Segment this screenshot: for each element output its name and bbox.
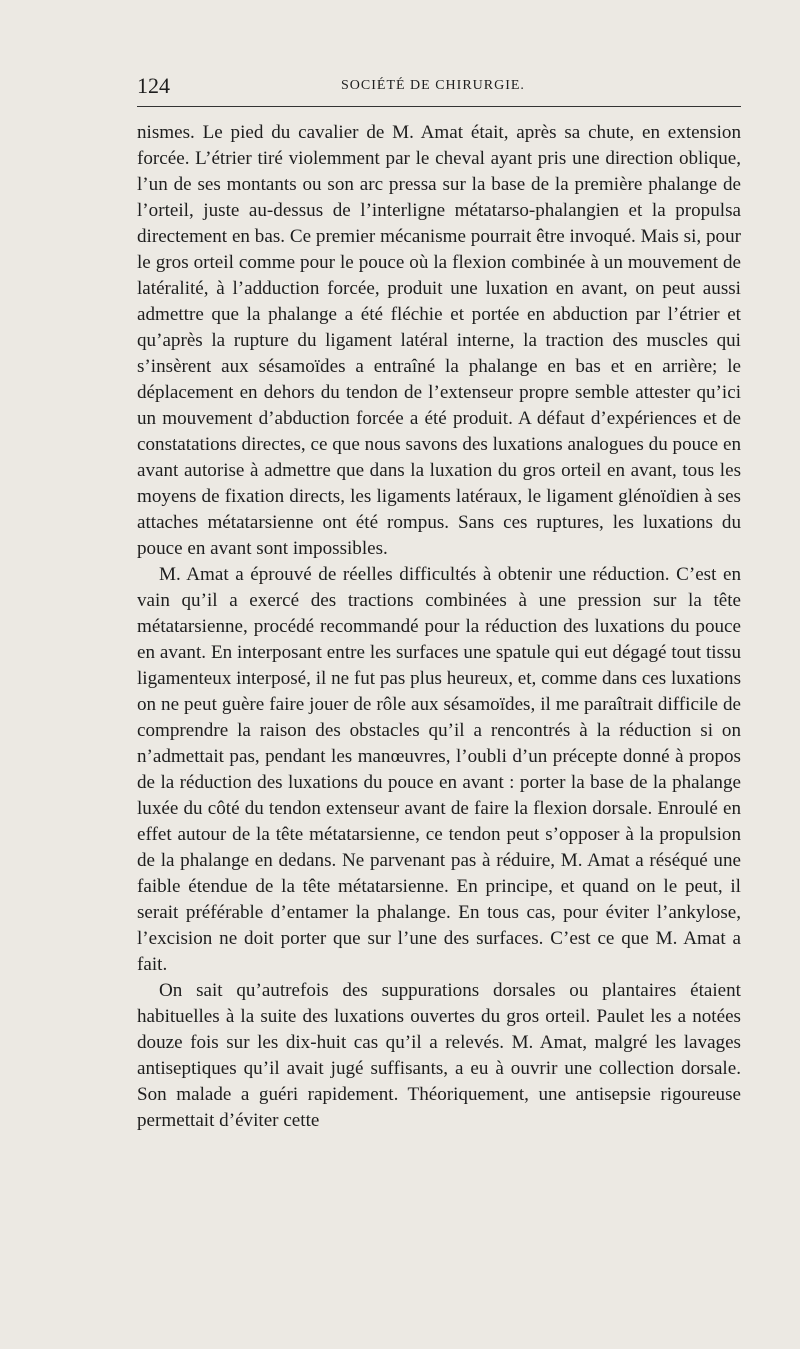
- page-header: [137, 72, 741, 100]
- paragraph-2: M. Amat a éprouvé de réelles difficultés à obtenir une réduction. C’est en vain qu’il a exercé des tractions combinées à une pression sur la tête métatarsienne, procédé recommandé pour la réduction des luxations du pouce en avant. En interposant entre les surfaces une spatule qui eut dégagé tout tissu ligamenteux interposé, il ne fut pas plus heureux, et, comme dans ces luxations on ne peut guère faire jouer de rôle aux sésamoïdes, il me paraîtrait difficile de comprendre la raison des obstacles qu’il a rencontrés à la réduction si on n’admettait pas, pendant les manœuvres, l’oubli d’un précepte donné à propos de la réduction des luxations du pouce en avant : porter la base de la phalange luxée du côté du tendon extenseur avant de faire la flexion dorsale. Enroulé en effet autour de la tête métatarsienne, ce tendon peut s’opposer à la propulsion de la phalange en dedans. Ne parvenant pas à réduire, M. Amat a réséqué une faible étendue de la tête métatarsienne. En principe, et quand on le peut, il serait préférable d’entamer la phalange. En tous cas, pour éviter l’ankylose, l’excision ne doit porter que sur l’une des surfaces. C’est ce que M. Amat a fait.: [137, 564, 741, 975]
- paragraph-3: On sait qu’autrefois des suppurations dorsales ou plantaires étaient habituelles à la suite des luxations ouvertes du gros orteil. Paulet les a notées douze fois sur les dix-huit cas qu’il a relevés. M. Amat, malgré les lavages antiseptiques qu’il avait jugé suffisants, a eu à ouvrir une collection dorsale. Son malade a guéri rapidement. Théoriquement, une antisepsie rigoureuse permettait d’éviter cette: [137, 980, 741, 1131]
- page-number: 124: [137, 73, 170, 98]
- running-head: SOCIÉTÉ DE CHIRURGIE.: [341, 78, 525, 93]
- paragraph-1: nismes. Le pied du cavalier de M. Amat était, après sa chute, en extension forcée. L’étrier tiré violemment par le cheval ayant pris une direction oblique, l’un de ses montants ou son arc pressa sur la base de la première phalange de l’orteil, juste au-dessus de l’interligne métatarso-phalangien et la propulsa directement en bas. Ce premier mécanisme pourrait être invoqué. Mais si, pour le gros orteil comme pour le pouce où la flexion combinée à un mouvement de latéralité, à l’adduction forcée, produit une luxation en avant, on peut aussi admettre que la phalange a été fléchie et portée en abduction par l’étrier et qu’après la rupture du ligament latéral interne, la traction des muscles qui s’insèrent aux sésamoïdes a entraîné la phalange en bas et en arrière; le déplacement en dehors du tendon de l’extenseur propre semble attester qu’ici un mouvement d’abduction forcée a été produit. A défaut d’expériences et de constatations directes, ce que nous savons des luxations analogues du pouce en avant autorise à admettre que dans la luxation du gros orteil en avant, tous les moyens de fixation directs, les ligaments latéraux, le ligament glénoïdien à ses attaches métatarsienne ont été rompus. Sans ces ruptures, les luxations du pouce en avant sont impossibles.: [137, 122, 741, 559]
- body-text: [137, 120, 741, 1134]
- header-rule: [137, 106, 741, 107]
